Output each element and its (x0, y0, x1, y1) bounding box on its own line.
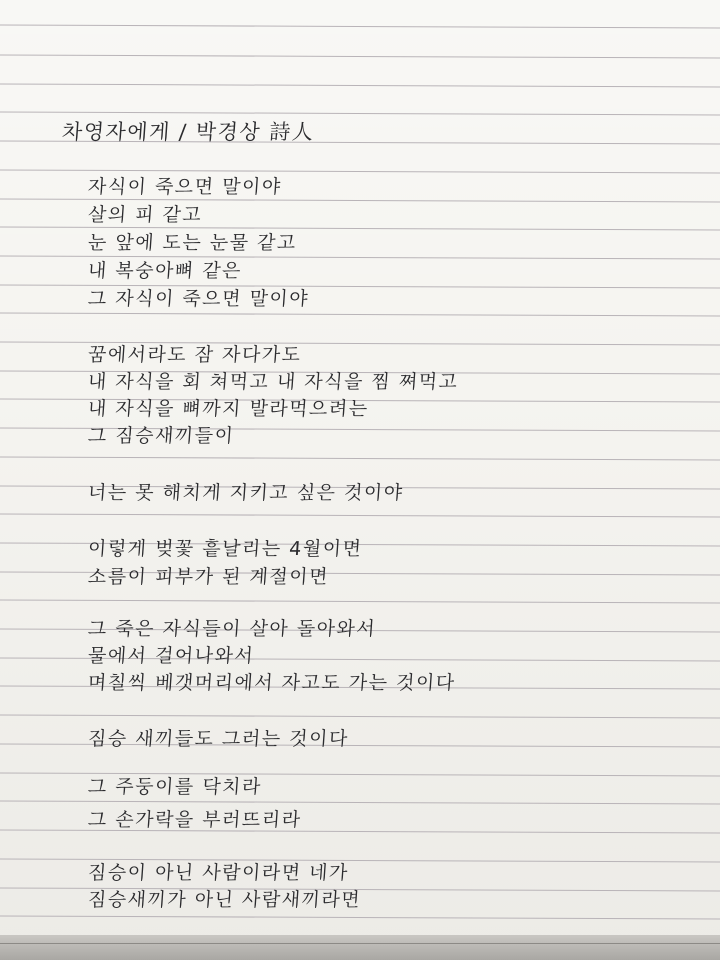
poem-line-10: 너는 못 해치게 지키고 싶은 것이야 (87, 482, 405, 504)
poem-line-16: 짐승 새끼들도 그러는 것이다 (87, 728, 350, 750)
poem-line-17: 그 주둥이를 닥치라 (87, 776, 263, 798)
poem-line-15: 며칠씩 베갯머리에서 자고도 가는 것이다 (87, 672, 457, 694)
poem-line-4: 내 복숭아뼈 같은 (87, 260, 243, 282)
poem-line-13: 그 죽은 자식들이 살아 돌아와서 (87, 618, 377, 640)
poem-line-11: 이렇게 벚꽃 흩날리는 4월이면 (87, 538, 364, 560)
poem-line-8: 내 자식을 뼈까지 발라먹으려는 (87, 398, 370, 420)
poem-line-2: 살의 피 같고 (87, 204, 204, 226)
poem-line-20: 짐승새끼가 아닌 사람새끼라면 (87, 889, 362, 911)
poem-line-14: 물에서 걸어나와서 (87, 645, 256, 667)
poem-line-1: 자식이 죽으면 말이야 (87, 176, 283, 198)
poem-title: 차영자에게 / 박경상 詩人 (61, 120, 316, 144)
poem-line-7: 내 자식을 회 쳐먹고 내 자식을 찜 쪄먹고 (87, 371, 460, 393)
poem-line-3: 눈 앞에 도는 눈물 같고 (87, 232, 298, 254)
poem-line-6: 꿈에서라도 잠 자다가도 (87, 344, 303, 366)
page-bottom-edge (0, 935, 720, 960)
poem-line-12: 소름이 피부가 된 계절이면 (87, 566, 330, 588)
poem-line-18: 그 손가락을 부러뜨리라 (87, 809, 303, 831)
poem-line-19: 짐승이 아닌 사람이라면 네가 (87, 862, 350, 884)
poem-line-9: 그 짐승새끼들이 (87, 425, 236, 447)
poem-line-5: 그 자식이 죽으면 말이야 (87, 288, 310, 310)
